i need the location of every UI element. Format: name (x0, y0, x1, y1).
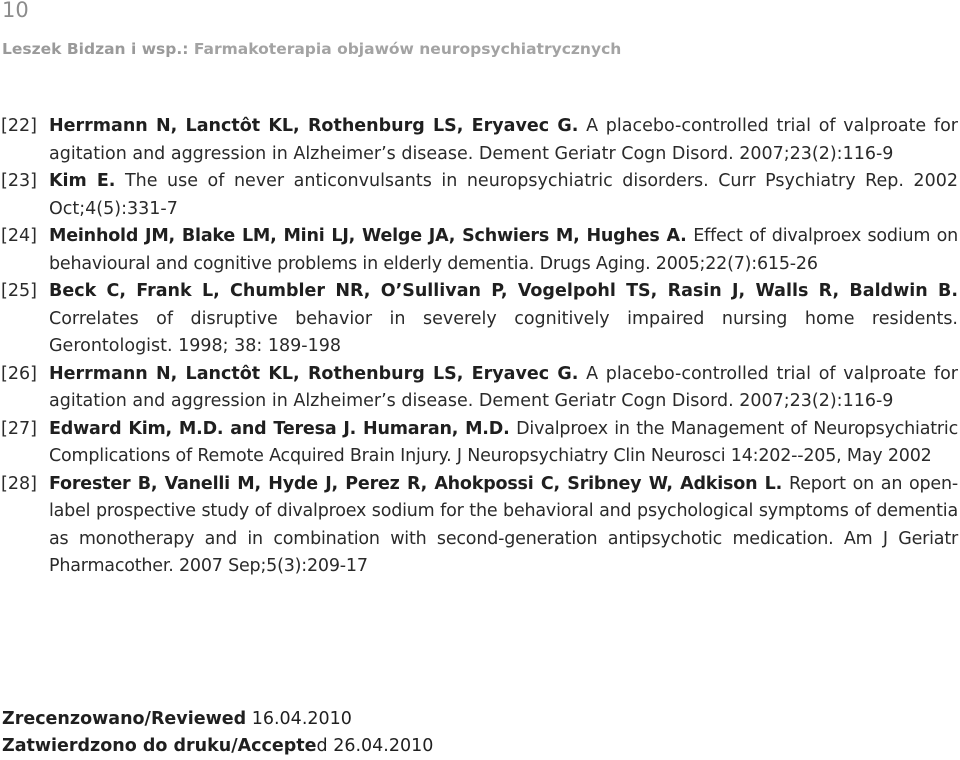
reference-25 (0, 278, 958, 361)
reference-authors: Edward Kim, M.D. and Teresa J. Humaran, M.D. (49, 418, 510, 439)
reference-text: A placebo-controlled trial of valproate for agitation and aggression in Alzheimer’s disease. Dement Geriatr Cogn Disord. 2007;23(2):116-9 (49, 363, 958, 411)
reference-number: [24] (1, 226, 37, 246)
reference-number: [22] (1, 116, 37, 136)
reference-text: Divalproex in the Management of Neuropsychiatric Complications of Remote Acquired Brain Injury. J Neuropsychiatry Clin Neurosci 14:202--205, May 2002 (49, 418, 958, 466)
accepted-label: Zatwierdzono do druku/Accepte (2, 736, 317, 756)
reference-27 (0, 416, 958, 471)
reference-22 (0, 113, 958, 168)
running-header (2, 40, 621, 58)
reference-28 (0, 471, 958, 581)
reference-number: [26] (1, 363, 37, 384)
reference-text: A placebo-controlled trial of valproate for agitation and aggression in Alzheimer’s disease. Dement Geriatr Cogn Disord. 2007;23(2):116-9 (49, 116, 958, 164)
reference-text: The use of never anticonvulsants in neuropsychiatric disorders. Curr Psychiatry Rep. 2002 Oct;4(5):331-7 (49, 171, 958, 219)
accepted-date: 26.04.2010 (333, 736, 434, 756)
page-number: 10 (2, 0, 29, 22)
accepted-line (2, 733, 433, 760)
reviewed-line (2, 706, 433, 733)
reference-text: Report on an open-label prospective study of divalproex sodium for the behavioral and psychological symptoms of dementia as monotherapy and in combination with second-generation antipsychotic medication. Am J Geriatr Pharmacother. 2007 Sep;5(3):209-17 (49, 473, 958, 576)
reference-text: Correlates of disruptive behavior in severely cognitively impaired nursing home residents. Gerontologist. 1998; 38: 189-198 (49, 308, 958, 356)
reference-26 (0, 361, 958, 416)
reference-list (0, 113, 958, 581)
reviewed-label: Zrecenzowano/Reviewed (2, 709, 247, 729)
reviewed-date: 16.04.2010 (251, 709, 352, 729)
reference-authors: Meinhold JM, Blake LM, Mini LJ, Welge JA, Schwiers M, Hughes A. (49, 226, 687, 246)
reference-text: Effect of divalproex sodium on behavioural and cognitive problems in elderly dementia. Drugs Aging. 2005;22(7):615-26 (49, 226, 958, 274)
reference-number: [27] (1, 418, 37, 439)
accepted-label-suffix: d (316, 736, 328, 756)
review-dates (2, 706, 433, 760)
running-header-title: Farmakoterapia objawów neuropsychiatrycznych (193, 40, 622, 58)
reference-authors: Beck C, Frank L, Chumbler NR, O’Sullivan P, Vogelpohl TS, Rasin J, Walls R, Baldwin B. (49, 281, 958, 301)
reference-authors: Herrmann N, Lanctôt KL, Rothenburg LS, Eryavec G. (49, 363, 579, 384)
reference-authors: Forester B, Vanelli M, Hyde J, Perez R, Ahokpossi C, Sribney W, Adkison L. (49, 473, 783, 494)
running-header-authors: Leszek Bidzan i wsp.: (2, 40, 189, 58)
reference-23 (0, 168, 958, 223)
reference-number: [23] (1, 171, 37, 191)
reference-number: [28] (1, 473, 37, 494)
reference-authors: Herrmann N, Lanctôt KL, Rothenburg LS, Eryavec G. (49, 116, 579, 136)
reference-24 (0, 223, 958, 278)
reference-number: [25] (1, 281, 37, 301)
reference-authors: Kim E. (49, 171, 116, 191)
